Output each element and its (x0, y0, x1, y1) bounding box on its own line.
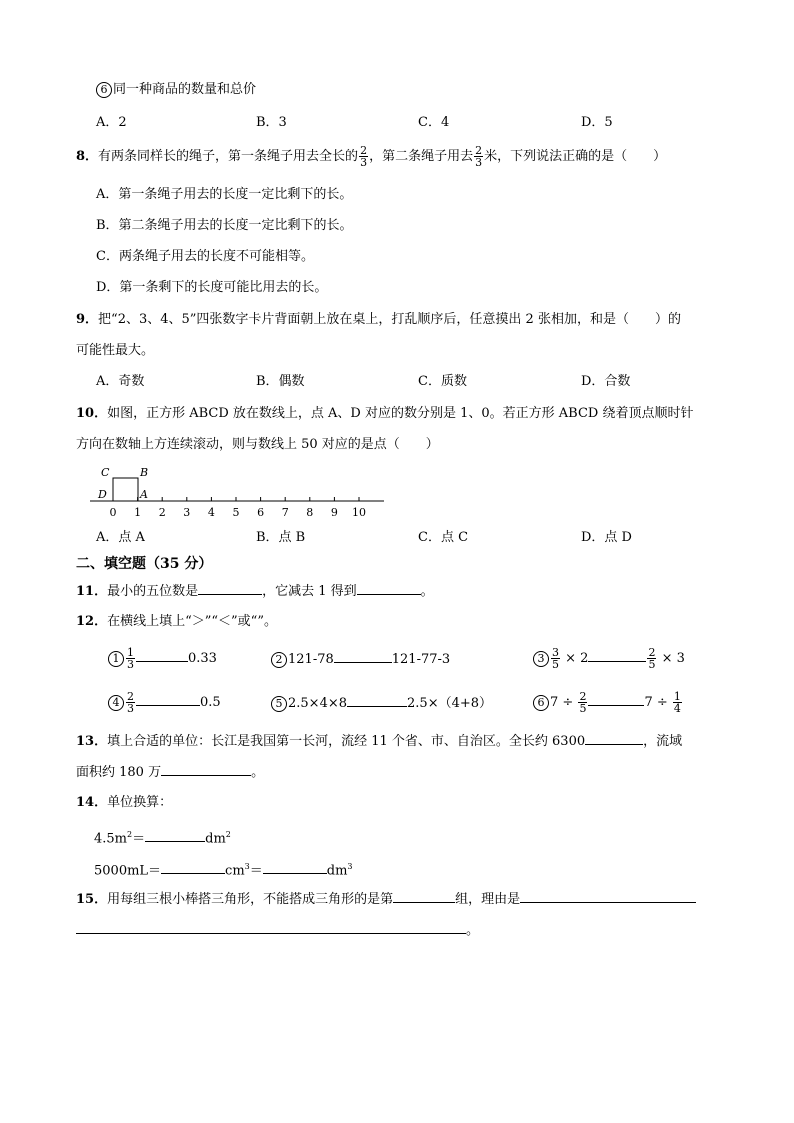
answer-blank[interactable] (588, 649, 646, 662)
fraction: $\frac{2}{3}$ (360, 144, 368, 169)
q12-item-3: 3 $\frac{3}{5}$ × 2 $\frac{2}{5}$ × 3 (533, 644, 685, 674)
answer-blank[interactable] (198, 582, 262, 595)
answer-blank[interactable] (161, 763, 251, 776)
section-2-title: 二、填空题（35 分） (76, 556, 213, 572)
tick-label: 3 (183, 506, 191, 519)
q10-option-d: D．点 D (581, 530, 632, 545)
tick-label: 7 (281, 506, 289, 519)
tick-group (110, 497, 367, 519)
fraction: $\frac{2}{5}$ (648, 646, 656, 671)
q12-item-6: 6 7 ÷ $\frac{2}{5}$ 7 ÷ $\frac{1}{4}$ (533, 688, 683, 718)
q8-option-c: C．两条绳子用去的长度不可能相等。 (96, 249, 314, 264)
tick-label: 5 (232, 506, 240, 519)
answer-blank[interactable] (76, 921, 466, 934)
question-13-line-2: 面积约 180 万 。 (76, 765, 265, 780)
answer-blank[interactable] (357, 582, 421, 595)
question-8: 8．有两条同样长的绳子，第一条绳子用去全长的 $\frac{2}{3}$ ，第二条绳子用去 $\frac{2}{3}$ 米，下列说法正确的是（ ） (76, 144, 667, 169)
question-15-line-1: 15．用每组三根小棒搭三角形，不能搭成三角形的是第 组，理由是 (76, 890, 696, 909)
q7-option-a: A．2 (96, 115, 127, 130)
square-abcd (113, 478, 138, 501)
tick-label: 9 (330, 506, 338, 519)
fraction: $\frac{3}{5}$ (552, 646, 559, 671)
q7-option-b: B．3 (256, 115, 287, 130)
q10-option-b: B．点 B (256, 530, 306, 545)
tick-label: 2 (158, 506, 166, 519)
label-a: A (140, 488, 148, 501)
question-9-line-2: 可能性最大。 (76, 343, 155, 358)
q9-option-b: B．偶数 (256, 374, 305, 389)
answer-blank[interactable] (334, 650, 392, 663)
question-9-line-1: 9．把“2、3、4、5”四张数字卡片背面朝上放在桌上，打乱顺序后，任意摸出 2 张相加，和是（ ）的 (76, 312, 681, 327)
answer-blank[interactable] (585, 732, 643, 745)
fraction: $\frac{1}{3}$ (127, 646, 134, 671)
q12-item-4: 4 $\frac{2}{3}$ 0.5 (108, 688, 221, 718)
q9-option-a: A．奇数 (96, 374, 145, 389)
circled-number: 6 (96, 82, 112, 98)
number-line-figure (88, 462, 408, 522)
q14-row-1: $4.5m^2= dm^2$ (94, 830, 231, 847)
q8-option-d: D．第一条剩下的长度可能比用去的长。 (96, 280, 328, 295)
q7-item-6: 6 同一种商品的数量和总价 (96, 81, 256, 99)
q10-option-c: C．点 C (418, 530, 469, 545)
q9-option-c: C．质数 (418, 374, 467, 389)
q7-option-d: D．5 (581, 115, 613, 130)
tick-label: 8 (306, 506, 314, 519)
question-14: 14．单位换算： (76, 795, 173, 810)
tick-label: 6 (257, 506, 265, 519)
fraction: $\frac{2}{3}$ (127, 690, 134, 715)
q9-option-d: D．合数 (581, 374, 631, 389)
answer-blank[interactable] (136, 649, 188, 662)
label-c: C (101, 466, 110, 479)
label-b: B (140, 466, 149, 479)
question-10-line-1: 10．如图，正方形 ABCD 放在数线上，点 A、D 对应的数分别是 1、0。若正方形 ABCD 绕着顶点顺时针 (76, 406, 694, 421)
answer-blank[interactable] (161, 861, 225, 874)
fraction: $\frac{1}{4}$ (673, 690, 681, 715)
question-12: 12．在横线上填上“＞”“＜”或“”。 (76, 614, 277, 629)
q8-option-b: B．第二条绳子用去的长度一定比剩下的长。 (96, 218, 353, 233)
q7-option-c: C．4 (418, 115, 450, 130)
answer-blank[interactable] (145, 829, 205, 842)
question-10-line-2: 方向在数轴上方连续滚动，则与数线上 50 对应的是点（ ） (76, 437, 439, 452)
tick-label: 10 (352, 506, 366, 519)
answer-blank[interactable] (520, 890, 696, 903)
question-15-line-2: 。 (76, 921, 479, 940)
answer-blank[interactable] (588, 693, 644, 706)
answer-blank[interactable] (136, 693, 200, 706)
q14-row-2: $5000mL= cm^3= dm^3$ (94, 862, 353, 879)
answer-blank[interactable] (393, 890, 455, 903)
fraction: $\frac{2}{5}$ (579, 690, 587, 715)
q12-item-5: 5 2.5×4×8 2.5×（4+8） (271, 694, 492, 713)
tick-label: 4 (207, 506, 215, 519)
tick-label: 1 (134, 506, 142, 519)
q12-item-2: 2 121-78 121-77-3 (271, 650, 450, 669)
label-d: D (98, 488, 107, 501)
answer-blank[interactable] (347, 694, 407, 707)
question-11: 11．最小的五位数是 ，它减去 1 得到 。 (76, 584, 434, 599)
question-13-line-1: 13．填上合适的单位：长江是我国第一长河，流经 11 个省、市、自治区。全长约 6300 ，流域 (76, 734, 683, 749)
fraction: $\frac{2}{3}$ (475, 144, 483, 169)
tick-label: 0 (109, 506, 117, 519)
q8-option-a: A．第一条绳子用去的长度一定比剩下的长。 (96, 187, 353, 202)
q12-item-1: 1 $\frac{1}{3}$ 0.33 (108, 644, 217, 674)
answer-blank[interactable] (263, 861, 327, 874)
q10-option-a: A．点 A (96, 530, 145, 545)
